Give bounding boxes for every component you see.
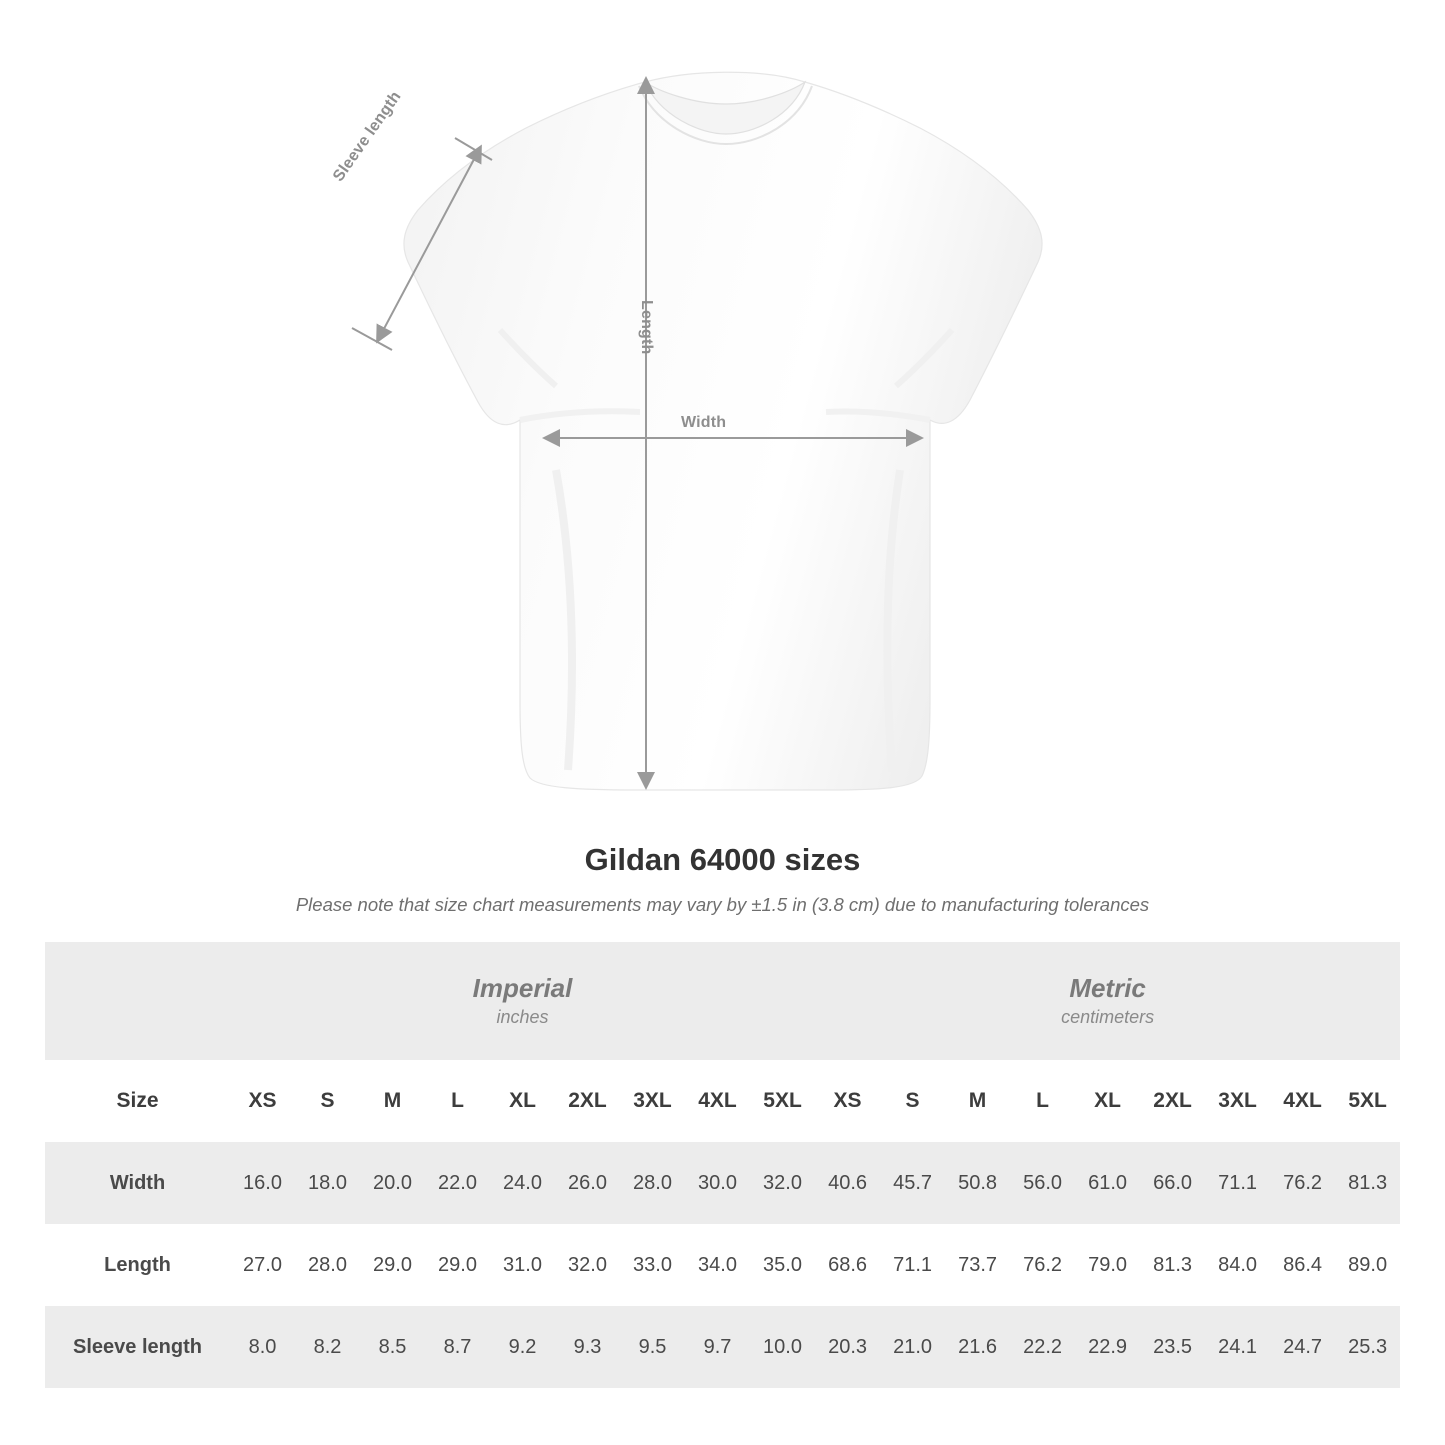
size-imperial-l: L xyxy=(425,1060,490,1142)
cell-sleeve-imperial-2: 8.5 xyxy=(360,1306,425,1388)
width-label: Width xyxy=(681,414,727,431)
metric-sub: centimeters xyxy=(1061,1006,1155,1027)
cell-width-imperial-4: 24.0 xyxy=(490,1142,555,1224)
size-header-label: Size xyxy=(45,1060,230,1142)
size-metric-m: M xyxy=(945,1060,1010,1142)
size-metric-xs: XS xyxy=(815,1060,880,1142)
cell-sleeve-metric-2: 21.6 xyxy=(945,1306,1010,1388)
cell-sleeve-metric-0: 20.3 xyxy=(815,1306,880,1388)
cell-length-imperial-0: 27.0 xyxy=(230,1224,295,1306)
cell-sleeve-imperial-8: 10.0 xyxy=(750,1306,815,1388)
metric-name: Metric xyxy=(1069,973,1146,1004)
size-metric-2xl: 2XL xyxy=(1140,1060,1205,1142)
cell-length-imperial-7: 34.0 xyxy=(685,1224,750,1306)
page-title: Gildan 64000 sizes xyxy=(584,842,861,877)
imperial-name: Imperial xyxy=(472,973,573,1004)
size-imperial-2xl: 2XL xyxy=(555,1060,620,1142)
size-table xyxy=(45,942,1400,1388)
cell-sleeve-imperial-4: 9.2 xyxy=(490,1306,555,1388)
size-imperial-xl: XL xyxy=(490,1060,555,1142)
cell-width-metric-2: 50.8 xyxy=(945,1142,1010,1224)
cell-length-imperial-3: 29.0 xyxy=(425,1224,490,1306)
size-metric-3xl: 3XL xyxy=(1205,1060,1270,1142)
row-label-length: Length xyxy=(45,1224,230,1306)
size-imperial-m: M xyxy=(360,1060,425,1142)
cell-width-metric-7: 76.2 xyxy=(1270,1142,1335,1224)
cell-sleeve-imperial-6: 9.5 xyxy=(620,1306,685,1388)
size-metric-l: L xyxy=(1010,1060,1075,1142)
cell-length-imperial-1: 28.0 xyxy=(295,1224,360,1306)
cell-width-imperial-5: 26.0 xyxy=(555,1142,620,1224)
size-metric-5xl: 5XL xyxy=(1335,1060,1400,1142)
cell-width-imperial-7: 30.0 xyxy=(685,1142,750,1224)
table-row xyxy=(45,1306,1400,1388)
cell-width-metric-5: 66.0 xyxy=(1140,1142,1205,1224)
cell-length-metric-7: 86.4 xyxy=(1270,1224,1335,1306)
cell-width-imperial-8: 32.0 xyxy=(750,1142,815,1224)
cell-length-imperial-2: 29.0 xyxy=(360,1224,425,1306)
imperial-sub: inches xyxy=(496,1006,549,1027)
cell-length-imperial-6: 33.0 xyxy=(620,1224,685,1306)
title-block xyxy=(0,842,1445,916)
cell-width-metric-6: 71.1 xyxy=(1205,1142,1270,1224)
unit-header-row xyxy=(45,942,1400,1060)
size-imperial-xs: XS xyxy=(230,1060,295,1142)
cell-width-metric-3: 56.0 xyxy=(1010,1142,1075,1224)
table-row xyxy=(45,1142,1400,1224)
cell-sleeve-metric-4: 22.9 xyxy=(1075,1306,1140,1388)
row-label-sleeve-length: Sleeve length xyxy=(45,1306,230,1388)
cell-width-metric-8: 81.3 xyxy=(1335,1142,1400,1224)
size-imperial-s: S xyxy=(295,1060,360,1142)
tolerance-note: Please note that size chart measurements may vary by ±1.5 in (3.8 cm) due to manufacturing tolerances xyxy=(295,894,1150,915)
cell-length-metric-4: 79.0 xyxy=(1075,1224,1140,1306)
cell-length-metric-2: 73.7 xyxy=(945,1224,1010,1306)
size-imperial-5xl: 5XL xyxy=(750,1060,815,1142)
cell-sleeve-metric-6: 24.1 xyxy=(1205,1306,1270,1388)
length-label: Length xyxy=(638,300,655,355)
cell-length-imperial-8: 35.0 xyxy=(750,1224,815,1306)
cell-sleeve-imperial-0: 8.0 xyxy=(230,1306,295,1388)
cell-sleeve-metric-7: 24.7 xyxy=(1270,1306,1335,1388)
unit-header-spacer xyxy=(45,942,230,1060)
cell-sleeve-imperial-7: 9.7 xyxy=(685,1306,750,1388)
cell-sleeve-metric-1: 21.0 xyxy=(880,1306,945,1388)
cell-sleeve-imperial-5: 9.3 xyxy=(555,1306,620,1388)
cell-sleeve-imperial-1: 8.2 xyxy=(295,1306,360,1388)
unit-header-metric xyxy=(815,942,1400,1060)
cell-width-imperial-0: 16.0 xyxy=(230,1142,295,1224)
cell-sleeve-metric-3: 22.2 xyxy=(1010,1306,1075,1388)
cell-width-metric-1: 45.7 xyxy=(880,1142,945,1224)
cell-sleeve-imperial-3: 8.7 xyxy=(425,1306,490,1388)
sleeve-length-label: Sleeve length xyxy=(330,88,405,185)
cell-sleeve-metric-8: 25.3 xyxy=(1335,1306,1400,1388)
cell-width-imperial-1: 18.0 xyxy=(295,1142,360,1224)
size-table-container xyxy=(45,942,1400,1388)
row-label-width: Width xyxy=(45,1142,230,1224)
cell-length-imperial-4: 31.0 xyxy=(490,1224,555,1306)
size-header-row xyxy=(45,1060,1400,1142)
cell-sleeve-metric-5: 23.5 xyxy=(1140,1306,1205,1388)
cell-length-metric-5: 81.3 xyxy=(1140,1224,1205,1306)
size-metric-4xl: 4XL xyxy=(1270,1060,1335,1142)
size-metric-s: S xyxy=(880,1060,945,1142)
cell-width-imperial-6: 28.0 xyxy=(620,1142,685,1224)
table-row xyxy=(45,1224,1400,1306)
cell-width-metric-4: 61.0 xyxy=(1075,1142,1140,1224)
cell-length-metric-1: 71.1 xyxy=(880,1224,945,1306)
cell-length-imperial-5: 32.0 xyxy=(555,1224,620,1306)
size-imperial-4xl: 4XL xyxy=(685,1060,750,1142)
size-metric-xl: XL xyxy=(1075,1060,1140,1142)
cell-width-imperial-3: 22.0 xyxy=(425,1142,490,1224)
cell-length-metric-6: 84.0 xyxy=(1205,1224,1270,1306)
cell-length-metric-0: 68.6 xyxy=(815,1224,880,1306)
size-imperial-3xl: 3XL xyxy=(620,1060,685,1142)
unit-header-imperial xyxy=(230,942,815,1060)
cell-width-metric-0: 40.6 xyxy=(815,1142,880,1224)
cell-length-metric-3: 76.2 xyxy=(1010,1224,1075,1306)
cell-width-imperial-2: 20.0 xyxy=(360,1142,425,1224)
cell-length-metric-8: 89.0 xyxy=(1335,1224,1400,1306)
